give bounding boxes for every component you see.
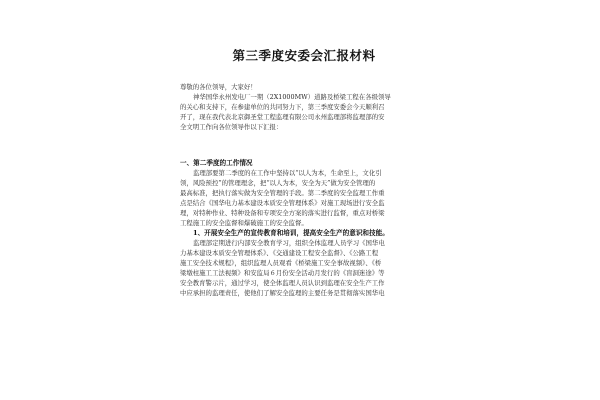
paragraph-line: 点是结合《国华电力基本建设本质安全管理体系》对施工现场进行安全监	[180, 199, 385, 207]
subsection1-paragraph	[180, 238, 428, 298]
paragraph-line: 神华国华永州发电厂一期（2X1000MW）道路及桥梁工程在各级领导	[193, 93, 391, 101]
section-heading: 一、第二季度的工作情况	[180, 159, 253, 167]
paragraph-line: 的关心和支持下，在参建单位的共同努力下，第三季度安委会今天顺利召	[180, 103, 385, 111]
paragraph-line: 中应承担的监理责任，使他们了解安全监理的主要任务是贯彻落实国华电	[180, 289, 385, 297]
section1-paragraph	[180, 168, 428, 228]
paragraph-line: 梁墩柱施工工法视频》和安监局６月份安全活动月发行的《盲洞迷途》等	[180, 269, 385, 277]
paragraph-line: 最高标准，把执行落实做为安全管理的手段。第二季度的安全监理工作重	[180, 189, 385, 197]
paragraph-line: 开了，现在我代表北京御圣堂工程监理有限公司永州监理部将监理部的安	[180, 113, 385, 121]
salutation: 尊敬的各位领导，大家好！	[180, 83, 257, 91]
paragraph-line: 监理部要第二季度的在工作中坚持以“以人为本，生命至上，文化引	[193, 169, 382, 177]
paragraph-line: 领，风险预控”的管理理念，把“以人为本，安全为天”做为安全管理的	[180, 179, 376, 187]
paragraph-line: 工程施工的安全监督和爆破施工的安全监督。	[180, 219, 308, 227]
paragraph-line: 全文明工作向各位领导作以下汇报：	[180, 123, 283, 131]
paragraph-line: 力基本建设本质安全管理体系》、《交通建设工程安全监督》、《公路工程	[180, 249, 379, 257]
document-body	[180, 46, 428, 298]
paragraph-line: 安全教育警示片，通过学习，使全体监理人员认识到监理在安全生产工作	[180, 279, 385, 287]
intro-paragraph	[180, 92, 428, 132]
paragraph-line: 监理部定期进行内部安全教育学习，组织全体监理人员学习《国华电	[193, 239, 385, 247]
spacer	[180, 132, 428, 146]
document-title: 第三季度安委会汇报材料	[232, 48, 376, 63]
paragraph-line: 理，对特种作业、特种设备和专项安全方案的落实进行监督，重点对桥梁	[180, 209, 385, 217]
subsection-heading: 1、开展安全生产的宣传教育和培训，提高安全生产的意识和技能。	[193, 229, 389, 237]
paragraph-line: 施工安全技术规程》，组织监理人员观看《桥梁施工安全事故视频》、《桥	[180, 259, 382, 267]
